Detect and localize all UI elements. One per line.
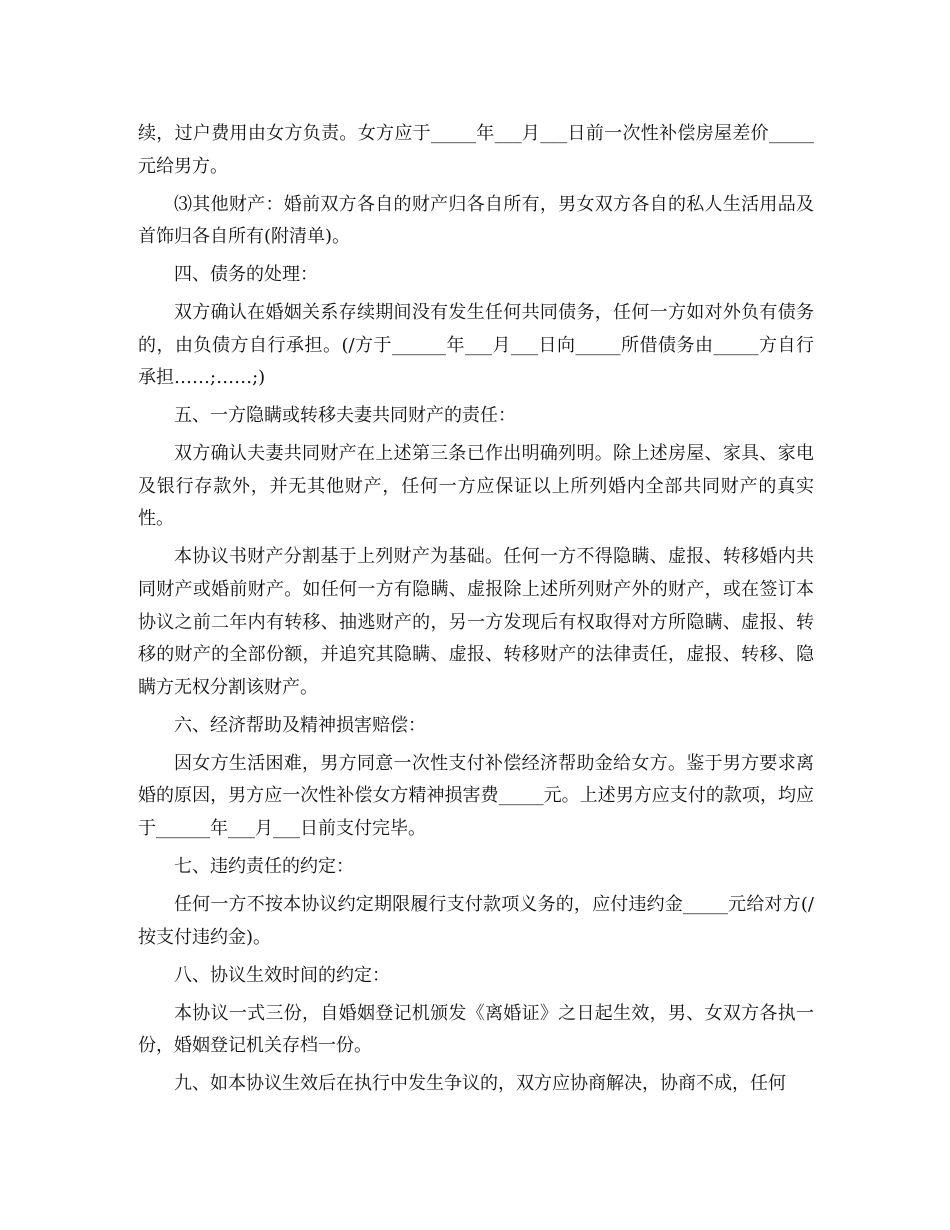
heading-breach-liability: 七、违约责任的约定： <box>174 855 354 877</box>
paragraph-dispute-resolution: 九、如本协议生效后在执行中发生争议的，双方应协商解决，协商不成，任何 <box>174 1073 786 1095</box>
paragraph-effective-terms: 本协议一式三份，自婚姻登记机颁发《离婚证》之日起生效，男、女双方各执一份，婚姻登记机关存档一份。 <box>138 1002 814 1057</box>
heading-debt-handling: 四、债务的处理： <box>174 264 318 286</box>
heading-economic-assistance: 六、经济帮助及精神损害赔偿： <box>174 714 426 736</box>
paragraph-debt-terms: 双方确认在婚姻关系存续期间没有发生任何共同债务，任何一方如对外负有债务的，由负债方自行承担。(/方于______年___月___日向_____所借债务由_____方自行承担……;……;) <box>138 302 814 389</box>
paragraph-other-property: ⑶其他财产：婚前双方各自的财产归各自所有，男女双方各自的私人生活用品及首饰归各自所有(附清单)。 <box>138 193 814 248</box>
heading-concealment-liability: 五、一方隐瞒或转移夫妻共同财产的责任： <box>174 405 516 427</box>
paragraph-property-division-basis: 本协议书财产分割基于上列财产为基础。任何一方不得隐瞒、虚报、转移婚内共同财产或婚前财产。如任何一方有隐瞒、虚报除上述所列财产外的财产，或在签订本协议之前二年内有转移、抽逃财产的，另一方发现后有权取得对方所隐瞒、虚报、转移的财产的全部份额，并追究其隐瞒、虚报、转移财产的法律责任，虚报、转移、隐瞒方无权分割该财产。 <box>138 546 814 698</box>
paragraph-transfer-fee: 续，过户费用由女方负责。女方应于_____年___月___日前一次性补偿房屋差价_____元给男方。 <box>138 123 814 177</box>
document-body <box>138 118 814 1106</box>
heading-effective-date: 八、协议生效时间的约定： <box>174 964 390 986</box>
paragraph-joint-property-confirmation: 双方确认夫妻共同财产在上述第三条已作出明确列明。除上述房屋、家具、家电及银行存款外，并无其他财产，任何一方应保证以上所列婚内全部共同财产的真实性。 <box>138 443 814 530</box>
paragraph-economic-assistance-terms: 因女方生活困难，男方同意一次性支付补偿经济帮助金给女方。鉴于男方要求离婚的原因，男方应一次性补偿女方精神损害费_____元。上述男方应支付的款项，均应于______年___月___日前支付完毕。 <box>138 752 814 839</box>
paragraph-breach-terms: 任何一方不按本协议约定期限履行支付款项义务的，应付违约金_____元给对方(/按支付违约金)。 <box>138 893 814 948</box>
